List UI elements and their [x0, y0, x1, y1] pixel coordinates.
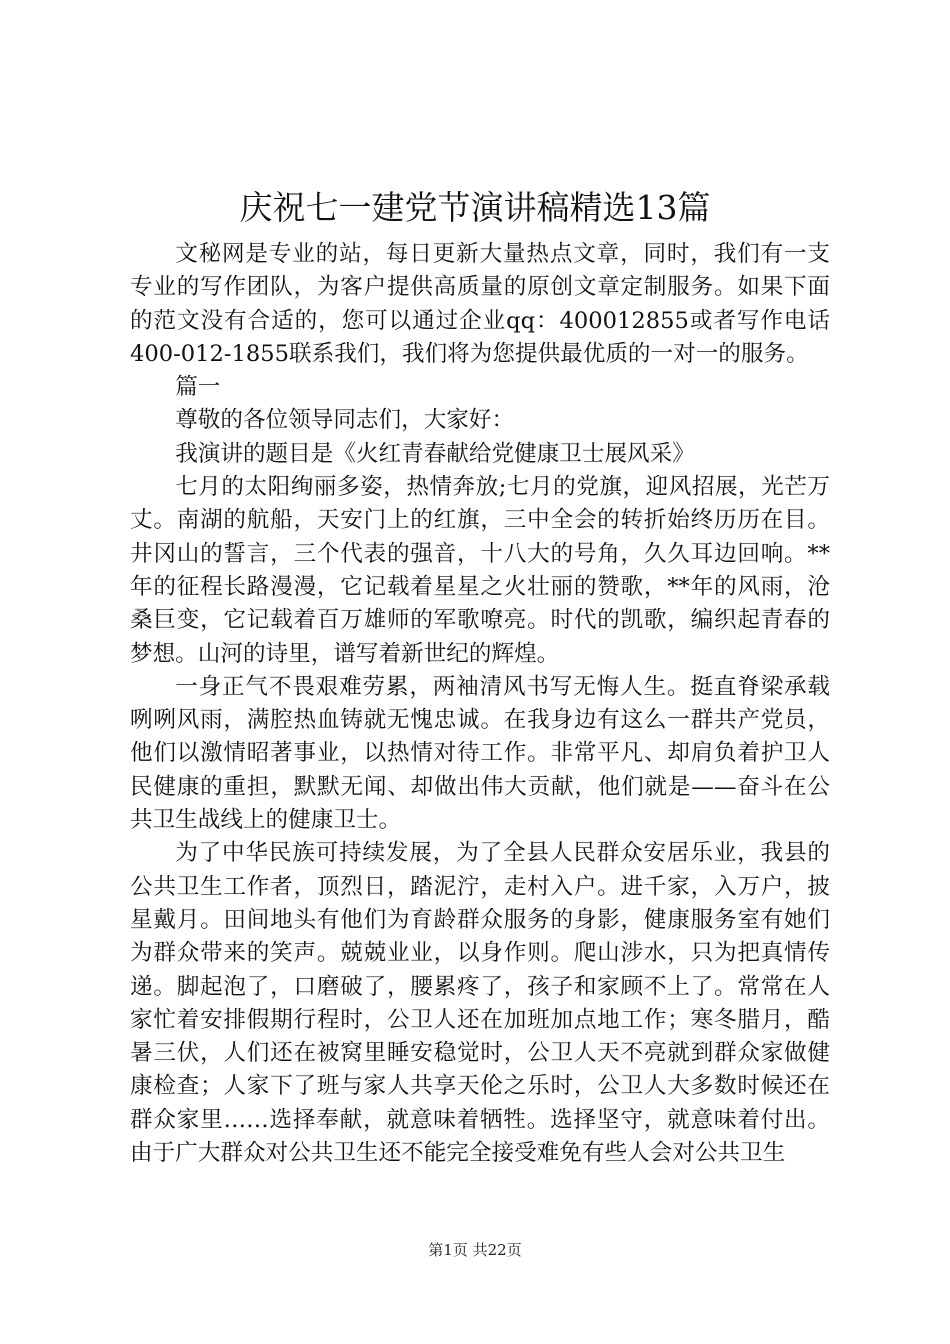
body-paragraph: 为了中华民族可持续发展，为了全县人民群众安居乐业，我县的公共卫生工作者，顶烈日，踏泥泞，走村入户。进千家，入万户，披星戴月。田间地头有他们为育龄群众服务的身影，健康服务室有她们为群众带来的笑声。兢兢业业，以身作则。爬山涉水，只为把真情传递。脚起泡了，口磨破了，腰累疼了，孩子和家顾不上了。常常在人家忙着安排假期行程时，公卫人还在加班加点地工作；寒冬腊月，酷暑三伏，人们还在被窝里睡安稳觉时，公卫人天不亮就到群众家做健康检查；人家下了班与家人共享天伦之乐时，公卫人大多数时候还在群众家里……选择奉献，就意味着牺牲。选择坚守，就意味着付出。由于广大群众对公共卫生还不能完全接受难免有些人会对公共卫生 — [130, 840, 830, 1167]
document-title: 庆祝七一建党节演讲稿精选13篇 — [239, 188, 711, 227]
speech-topic: 我演讲的题目是《火红青春献给党健康卫士展风采》 — [175, 440, 695, 467]
salutation: 尊敬的各位领导同志们，大家好： — [175, 407, 515, 434]
section-heading: 篇一 — [175, 374, 221, 401]
page-footer: 第1页 共22页 — [428, 1241, 522, 1259]
body-paragraph: 一身正气不畏艰难劳累，两袖清风书写无悔人生。挺直脊梁承载咧咧风雨，满腔热血铸就无愧忠诚。在我身边有这么一群共产党员，他们以激情昭著事业，以热情对待工作。非常平凡、却肩负着护卫人民健康的重担，默默无闻、却做出伟大贡献，他们就是——奋斗在公共卫生战线上的健康卫士。 — [130, 673, 830, 834]
body-paragraph: 七月的太阳绚丽多姿，热情奔放;七月的党旗，迎风招展，光芒万丈。南湖的航船，天安门上的红旗，三中全会的转折始终历历在目。井冈山的誓言，三个代表的强音，十八大的号角，久久耳边回响。**年的征程长路漫漫，它记载着星星之火壮丽的赞歌，**年的风雨，沧桑巨变，它记载着百万雄师的军歌嘹亮。时代的凯歌，编织起青春的梦想。山河的诗里，谱写着新世纪的辉煌。 — [130, 474, 830, 667]
intro-paragraph: 文秘网是专业的站，每日更新大量热点文章，同时，我们有一支专业的写作团队，为客户提供高质量的原创文章定制服务。如果下面的范文没有合适的，您可以通过企业qq：400012855或者写作电话400-012-1855联系我们，我们将为您提供最优质的一对一的服务。 — [130, 241, 830, 367]
document-body — [130, 238, 830, 1170]
